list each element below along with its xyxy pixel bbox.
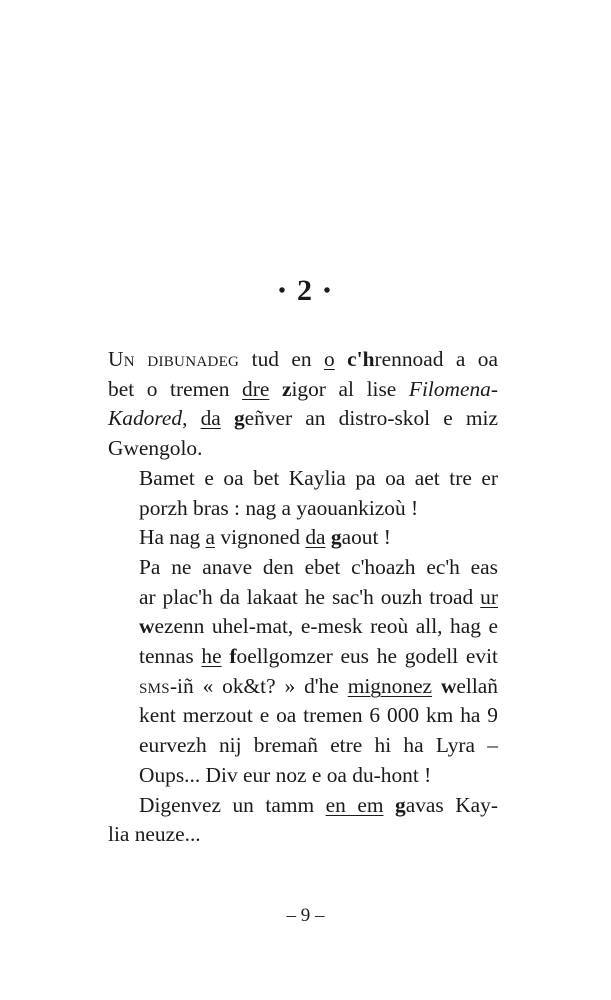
bold-letters: g (330, 525, 342, 550)
underlined-word: da (305, 525, 326, 550)
underlined-word: da (200, 406, 221, 431)
underlined-word: dre (242, 376, 270, 401)
small-caps-word: sms (139, 673, 170, 698)
bold-letters: g (395, 792, 406, 817)
line (108, 612, 498, 642)
line: porzh bras : nag a yaouankizoù ! (139, 495, 419, 520)
text: , (182, 406, 201, 431)
text: tennas (139, 644, 202, 669)
line (108, 345, 498, 375)
chapter-bullet-left: • (278, 280, 288, 303)
line (108, 375, 498, 405)
bold-letters: c'h (347, 347, 375, 371)
underlined-word: he (201, 644, 222, 669)
text: vignoned (215, 525, 306, 550)
paragraph-5-continued (108, 820, 498, 850)
italic-title: Kadored (108, 406, 183, 431)
bold-letters: w (139, 614, 155, 639)
line (108, 583, 498, 613)
text (269, 377, 282, 401)
paragraph-4 (108, 553, 498, 791)
text: rennoad a oa (374, 347, 498, 371)
line: Oups... Div eur noz e oa du-hont ! (139, 762, 432, 787)
text: oellgomzer eus he godell evit (236, 644, 498, 669)
italic-title: Filomena- (408, 376, 498, 401)
text: ezenn uhel-mat, e-mesk reoù all, hag e (154, 614, 498, 639)
underlined-word: mignonez (347, 673, 433, 698)
line: kent merzout e oa tremen 6 000 km ha 9 (139, 703, 498, 728)
text: ar plac'h da lakaat he sac'h ouzh troad (139, 584, 481, 609)
underlined-word: a (205, 525, 216, 550)
text: bet o tremen (108, 376, 243, 401)
small-caps-word: Un (108, 347, 135, 371)
bold-letters: w (440, 673, 457, 698)
text: avas Kay- (405, 792, 498, 817)
underlined-word: en em (325, 792, 384, 817)
text: Digenvez un tamm (139, 792, 326, 817)
text: igor al lise (291, 376, 409, 401)
text (221, 406, 234, 430)
line: lia neuze... (108, 822, 201, 847)
line (108, 404, 498, 434)
line: Gwengolo. (108, 436, 203, 461)
line (108, 672, 498, 702)
page-number: – 9 – (286, 905, 325, 926)
chapter-number: 2 (297, 274, 314, 307)
bold-letters: g (233, 406, 245, 431)
text: aout ! (341, 525, 391, 550)
text: tud en (251, 347, 325, 371)
bold-letters: z (281, 376, 292, 401)
line: eurvezh nij bremañ etre hi ha Lyra – (139, 733, 498, 758)
chapter-body (108, 345, 498, 850)
text: eñver an distro-skol e miz (244, 406, 498, 431)
chapter-heading (0, 266, 611, 318)
text (432, 674, 441, 698)
paragraph-3 (108, 523, 498, 553)
line: Pa ne anave den ebet c'hoazh ec'h eas (139, 554, 498, 579)
text (335, 347, 347, 371)
line (108, 791, 498, 821)
text: ellañ (456, 673, 498, 698)
chapter-bullet-right: • (323, 280, 333, 303)
line: Bamet e oa bet Kaylia pa oa aet tre er (139, 465, 498, 490)
line (108, 523, 498, 553)
text: -iñ « ok&t? » d'he (169, 673, 348, 698)
bold-letters: f (229, 644, 237, 669)
underlined-word: o (324, 347, 335, 371)
line (108, 642, 498, 672)
text (383, 793, 395, 817)
paragraph-2 (108, 464, 498, 523)
paragraph-5 (108, 791, 498, 821)
underlined-word: ur (480, 584, 498, 609)
text: Ha nag (139, 525, 206, 550)
small-caps-word: dibunadeg (147, 347, 240, 371)
paragraph-1 (108, 345, 498, 464)
